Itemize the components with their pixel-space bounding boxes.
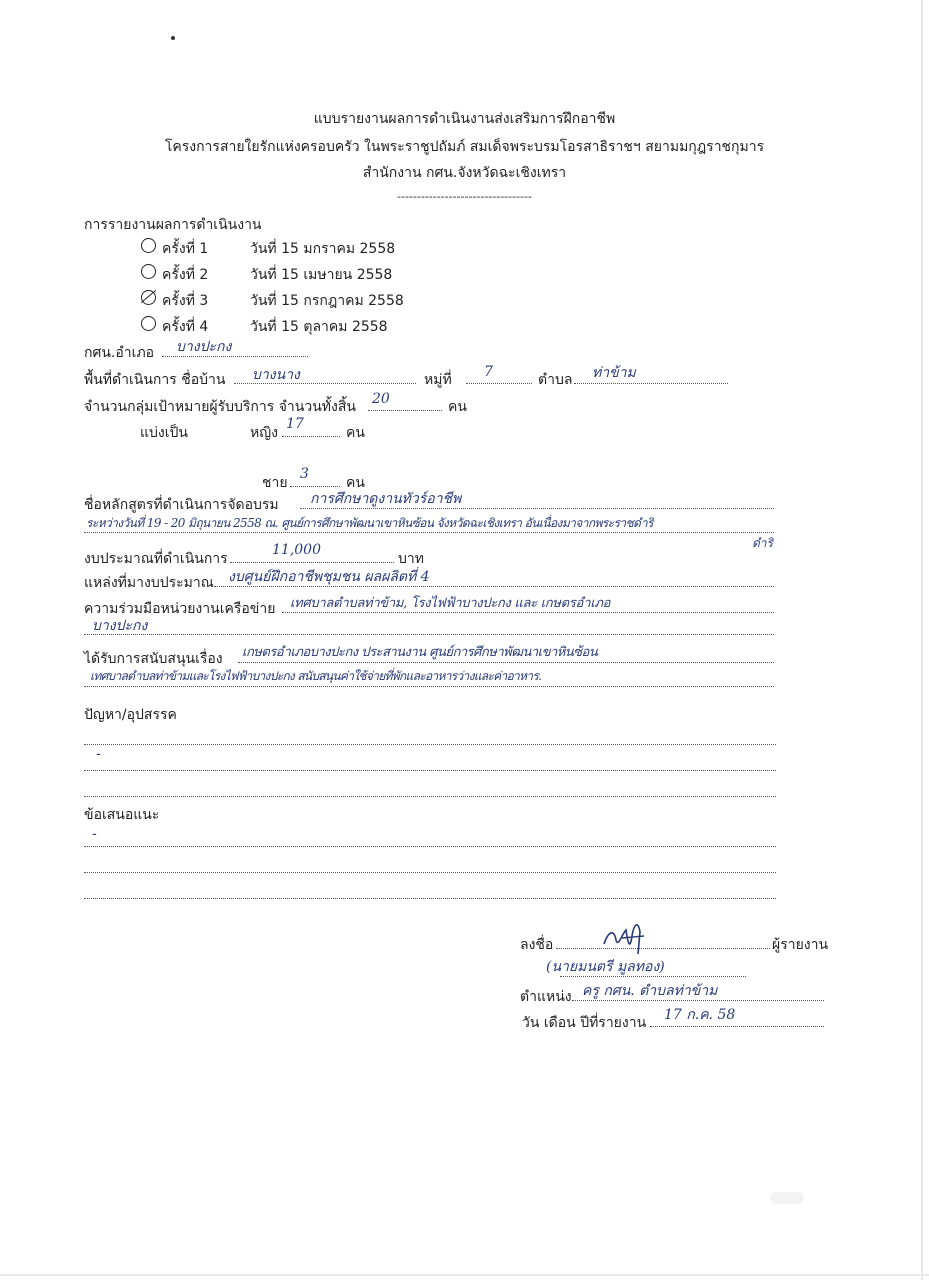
project-name: โครงการสายใยรักแห่งครอบครัว ในพระราชูปถัมภ์ สมเด็จพระบรมโอรสาธิราชฯ สยามมกุฎราชกุมาร [164, 139, 765, 155]
female-label: หญิง [250, 425, 278, 441]
problem-dotline-3 [84, 796, 776, 797]
network-value-2[interactable]: บางปะกง [92, 618, 148, 634]
form-title: แบบรายงานผลการดำเนินงานส่งเสริมการฝึกอาชีพ [313, 111, 616, 127]
suggest-dotline-2 [84, 872, 776, 873]
source-value[interactable]: งบศูนย์ฝึกอาชีพชุมชน ผลผลิตที่ 4 [228, 569, 430, 585]
report-date-label: วัน เดือน ปีที่รายงาน [522, 1015, 647, 1031]
round-1-radio[interactable] [141, 238, 156, 253]
course-value[interactable]: การศึกษาดูงานทัวร์อาชีพ [310, 491, 462, 507]
problem-value[interactable]: - [96, 746, 101, 762]
moo-value[interactable]: 7 [484, 364, 493, 380]
sign-dotline [556, 948, 770, 949]
network-value[interactable]: เทศบาลตำบลท่าข้าม, โรงไฟฟ้าบางปะกง และ เกษตรอำเภอ [290, 596, 611, 611]
split-label: แบ่งเป็น [140, 425, 188, 441]
round-2-radio[interactable] [141, 264, 156, 279]
district-label: กศน.อำเภอ [84, 345, 155, 361]
problem-label: ปัญหา/อุปสรรค [84, 707, 177, 723]
course-label: ชื่อหลักสูตรที่ดำเนินการจัดอบรม [84, 497, 279, 513]
budget-unit: บาท [398, 551, 424, 567]
target-label: จำนวนกลุ่มเป้าหมายผู้รับบริการ จำนวนทั้งสิ้น [84, 399, 356, 415]
header-rule: ---------------------------------- [397, 190, 532, 203]
sign-label: ลงชื่อ [520, 937, 554, 953]
network-dotline-2 [84, 634, 774, 635]
problem-dotline-2 [84, 770, 776, 771]
position-value[interactable]: ครู กศน. ตำบลท่าข้าม [582, 983, 718, 999]
scan-smudge [770, 1192, 804, 1204]
round-3-radio[interactable] [141, 290, 156, 305]
office-name: สำนักงาน กศน.จังหวัดฉะเชิงเทรา [362, 165, 567, 181]
district-value[interactable]: บางปะกง [176, 339, 232, 355]
moo-dotline [466, 383, 532, 384]
village-label: พื้นที่ดำเนินการ ชื่อบ้าน [84, 372, 226, 388]
target-value[interactable]: 20 [372, 391, 390, 407]
female-dotline [282, 436, 340, 437]
moo-label: หมู่ที่ [424, 372, 452, 388]
round-3-date: วันที่ 15 กรกฎาคม 2558 [250, 293, 404, 309]
target-unit: คน [448, 399, 467, 415]
suggest-dotline-3 [84, 898, 776, 899]
round-3-label: ครั้งที่ 3 [162, 293, 209, 309]
period-value-line2[interactable]: ดำริ [752, 536, 773, 550]
position-label: ตำแหน่ง [520, 989, 572, 1005]
round-1-label: ครั้งที่ 1 [162, 241, 209, 257]
round-4-date: วันที่ 15 ตุลาคม 2558 [250, 319, 388, 335]
suggest-dotline-1 [84, 846, 776, 847]
male-dotline [290, 486, 340, 487]
rounds-label: การรายงานผลการดำเนินงาน [84, 217, 262, 233]
female-value[interactable]: 17 [286, 416, 304, 432]
budget-dotline [230, 562, 394, 563]
page-edge-bottom [0, 1274, 929, 1276]
target-dotline [368, 410, 442, 411]
round-2-label: ครั้งที่ 2 [162, 267, 209, 283]
suggest-value[interactable]: - [92, 826, 97, 842]
support-value[interactable]: เกษตรอำเภอบางปะกง ประสานงาน ศูนย์การศึกษาพัฒนาเขาหินซ้อน [242, 645, 598, 660]
source-label: แหล่งที่มางบประมาณ [84, 575, 214, 591]
male-label: ชาย [262, 475, 288, 491]
report-date-dotline [650, 1026, 824, 1027]
round-1-date: วันที่ 15 มกราคม 2558 [250, 241, 396, 257]
female-unit: คน [346, 425, 365, 441]
ink-speck [171, 36, 175, 40]
reporter-name[interactable]: (นายมนตรี มูลทอง) [546, 959, 665, 975]
support-label: ได้รับการสนับสนุนเรื่อง [84, 651, 223, 667]
signature-mark [598, 914, 654, 958]
village-value[interactable]: บางนาง [252, 367, 300, 383]
budget-value[interactable]: 11,000 [272, 542, 321, 558]
support-dotline [238, 662, 774, 663]
male-unit: คน [346, 475, 365, 491]
report-date-value[interactable]: 17 ก.ค. 58 [664, 1007, 736, 1023]
male-value[interactable]: 3 [300, 466, 309, 482]
reporter-label: ผู้รายงาน [772, 937, 829, 953]
support-dotline-2 [84, 686, 774, 687]
suggest-label: ข้อเสนอแนะ [84, 807, 160, 823]
tambon-value[interactable]: ท่าข้าม [592, 365, 636, 381]
round-4-label: ครั้งที่ 4 [162, 319, 209, 335]
round-2-date: วันที่ 15 เมษายน 2558 [250, 267, 393, 283]
round-4-radio[interactable] [141, 316, 156, 331]
network-label: ความร่วมมือหน่วยงานเครือข่าย [84, 601, 276, 617]
support-value-2[interactable]: เทศบาลตำบลท่าข้ามและโรงไฟฟ้าบางปะกง สนับสนุนค่าใช้จ่ายที่พักและอาหารว่างและค่าอาหาร. [90, 669, 542, 683]
problem-dotline-1 [84, 744, 776, 745]
period-value[interactable]: ระหว่างวันที่ 19 - 20 มิถุนายน 2558 ณ. ศูนย์การศึกษาพัฒนาเขาหินซ้อน จังหวัดฉะเชิงเทรา อันเนื่องมาจากพระราชดำริ [86, 516, 653, 530]
tambon-label: ตำบล [538, 372, 573, 388]
budget-label: งบประมาณที่ดำเนินการ [84, 551, 228, 567]
